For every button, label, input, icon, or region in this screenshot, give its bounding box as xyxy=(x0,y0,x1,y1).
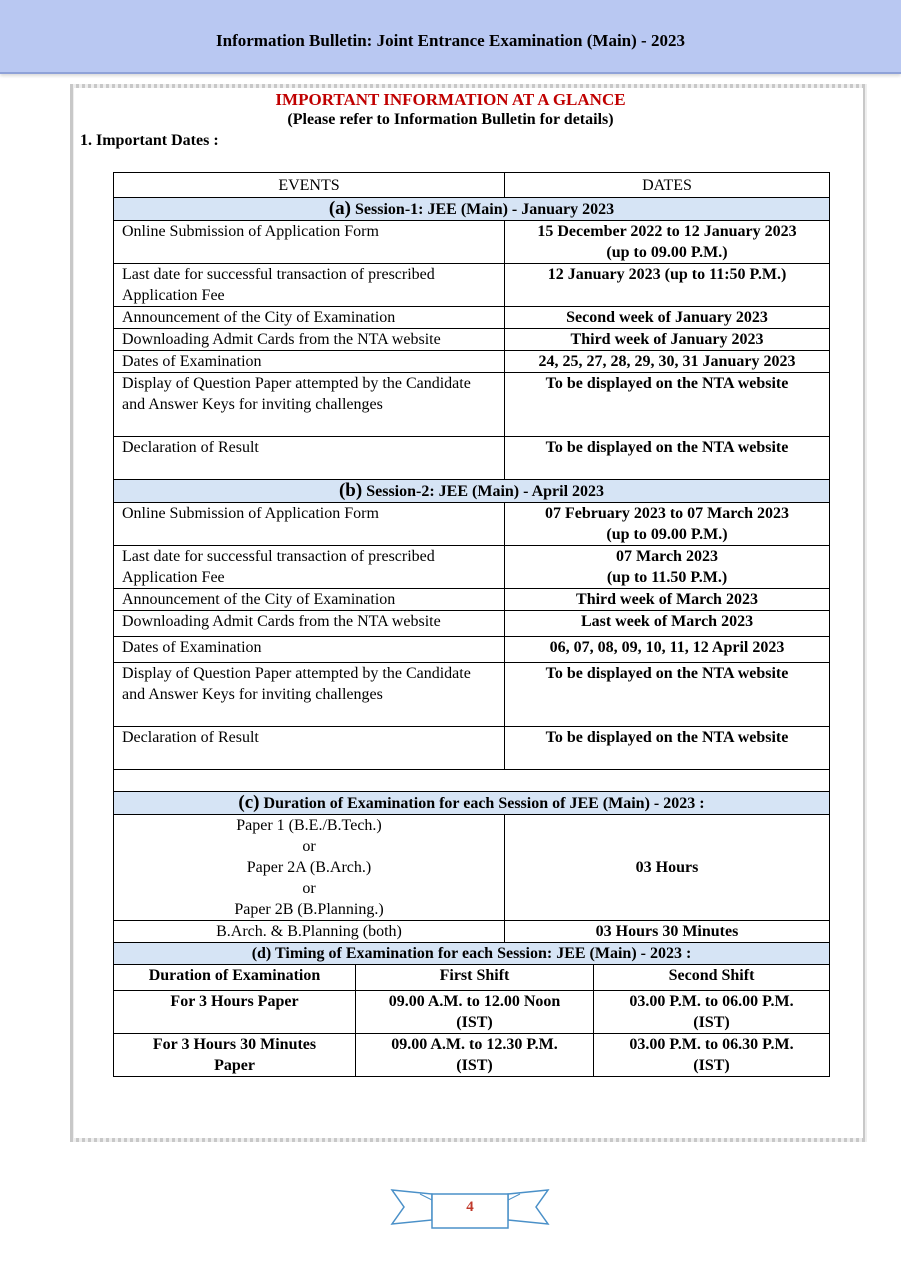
table-row xyxy=(114,727,830,770)
section-heading: 1. Important Dates : xyxy=(80,132,219,149)
event-cell: Last date for successful transaction of prescribed Application Fee xyxy=(114,264,505,307)
date-cell: To be displayed on the NTA website xyxy=(505,437,830,480)
table-row xyxy=(114,663,830,727)
table-row xyxy=(114,351,830,373)
event-cell: Dates of Examination xyxy=(114,637,505,663)
table-row xyxy=(114,611,830,637)
table-row xyxy=(114,991,830,1034)
table-row xyxy=(114,221,830,264)
page-number-ribbon xyxy=(390,1186,550,1230)
event-cell: Declaration of Result xyxy=(114,727,505,770)
event-cell: Downloading Admit Cards from the NTA website xyxy=(114,329,505,351)
header-bar xyxy=(0,0,901,74)
glance-subtitle: (Please refer to Information Bulletin for details) xyxy=(287,111,614,128)
timing-title: Timing of Examination for each Session: JEE (Main) - 2023 : xyxy=(274,945,692,962)
timing-duration-cell: For 3 Hours Paper xyxy=(114,991,356,1034)
important-dates-table xyxy=(113,172,830,965)
date-cell: 07 February 2023 to 07 March 2023 (up to 09.00 P.M.) xyxy=(505,503,830,546)
timing-table xyxy=(113,964,830,1077)
timing-duration-cell: For 3 Hours 30 Minutes Paper xyxy=(114,1034,356,1077)
papers-duration-cell: 03 Hours xyxy=(505,815,830,921)
papers-cell: Paper 1 (B.E./B.Tech.) or Paper 2A (B.Arch.) or Paper 2B (B.Planning.) xyxy=(114,815,505,921)
date-cell: To be displayed on the NTA website xyxy=(505,663,830,727)
event-cell: Announcement of the City of Examination xyxy=(114,589,505,611)
spacer-row xyxy=(114,770,830,792)
timing-header-second: Second Shift xyxy=(594,965,830,991)
bulletin-title: Information Bulletin: Joint Entrance Examination (Main) - 2023 xyxy=(216,31,685,50)
date-cell: 06, 07, 08, 09, 10, 11, 12 April 2023 xyxy=(505,637,830,663)
table-row xyxy=(114,815,830,921)
session1-band xyxy=(114,198,830,221)
event-cell: Display of Question Paper attempted by the Candidate and Answer Keys for inviting challenges xyxy=(114,663,505,727)
date-cell: To be displayed on the NTA website xyxy=(505,373,830,437)
date-cell: 15 December 2022 to 12 January 2023 (up to 09.00 P.M.) xyxy=(505,221,830,264)
event-cell: Announcement of the City of Examination xyxy=(114,307,505,329)
duration-band xyxy=(114,792,830,815)
date-cell: 24, 25, 27, 28, 29, 30, 31 January 2023 xyxy=(505,351,830,373)
date-cell: Third week of January 2023 xyxy=(505,329,830,351)
event-cell: Display of Question Paper attempted by the Candidate and Answer Keys for inviting challenges xyxy=(114,373,505,437)
event-cell: Online Submission of Application Form xyxy=(114,503,505,546)
second-shift-cell: 03.00 P.M. to 06.00 P.M. (IST) xyxy=(594,991,830,1034)
session2-label: (b) xyxy=(338,480,363,501)
date-cell: Last week of March 2023 xyxy=(505,611,830,637)
table-row xyxy=(114,921,830,943)
glance-title: IMPORTANT INFORMATION AT A GLANCE xyxy=(275,90,626,109)
date-cell: Second week of January 2023 xyxy=(505,307,830,329)
both-duration-cell: 03 Hours 30 Minutes xyxy=(505,921,830,943)
table-row xyxy=(114,329,830,351)
session1-label: (a) xyxy=(328,198,352,219)
date-cell: Third week of March 2023 xyxy=(505,589,830,611)
table-row xyxy=(114,1034,830,1077)
duration-title: Duration of Examination for each Session of JEE (Main) - 2023 : xyxy=(263,795,705,812)
table-row xyxy=(114,437,830,480)
table-row xyxy=(114,307,830,329)
second-shift-cell: 03.00 P.M. to 06.30 P.M. (IST) xyxy=(594,1034,830,1077)
table-row xyxy=(114,546,830,589)
event-cell: Declaration of Result xyxy=(114,437,505,480)
event-cell: Last date for successful transaction of prescribed Application Fee xyxy=(114,546,505,589)
date-cell: To be displayed on the NTA website xyxy=(505,727,830,770)
timing-header-duration: Duration of Examination xyxy=(114,965,356,991)
session2-title: Session-2: JEE (Main) - April 2023 xyxy=(366,483,605,500)
event-cell: Downloading Admit Cards from the NTA website xyxy=(114,611,505,637)
table-row xyxy=(114,637,830,663)
table-row xyxy=(114,589,830,611)
table-row xyxy=(114,373,830,437)
table-row xyxy=(114,503,830,546)
table-row xyxy=(114,264,830,307)
timing-header-first: First Shift xyxy=(356,965,594,991)
session1-title: Session-1: JEE (Main) - January 2023 xyxy=(355,201,615,218)
first-shift-cell: 09.00 A.M. to 12.30 P.M. (IST) xyxy=(356,1034,594,1077)
timing-label: (d) xyxy=(251,945,272,962)
events-header: EVENTS xyxy=(114,173,505,198)
date-cell: 12 January 2023 (up to 11:50 P.M.) xyxy=(505,264,830,307)
duration-label: (c) xyxy=(238,792,260,813)
event-cell: Online Submission of Application Form xyxy=(114,221,505,264)
session2-band xyxy=(114,480,830,503)
event-cell: Dates of Examination xyxy=(114,351,505,373)
timing-band xyxy=(114,943,830,965)
dates-header: DATES xyxy=(505,173,830,198)
first-shift-cell: 09.00 A.M. to 12.00 Noon (IST) xyxy=(356,991,594,1034)
page-number: 4 xyxy=(466,1199,474,1215)
date-cell: 07 March 2023 (up to 11.50 P.M.) xyxy=(505,546,830,589)
both-cell: B.Arch. & B.Planning (both) xyxy=(114,921,505,943)
table-row xyxy=(114,965,830,991)
